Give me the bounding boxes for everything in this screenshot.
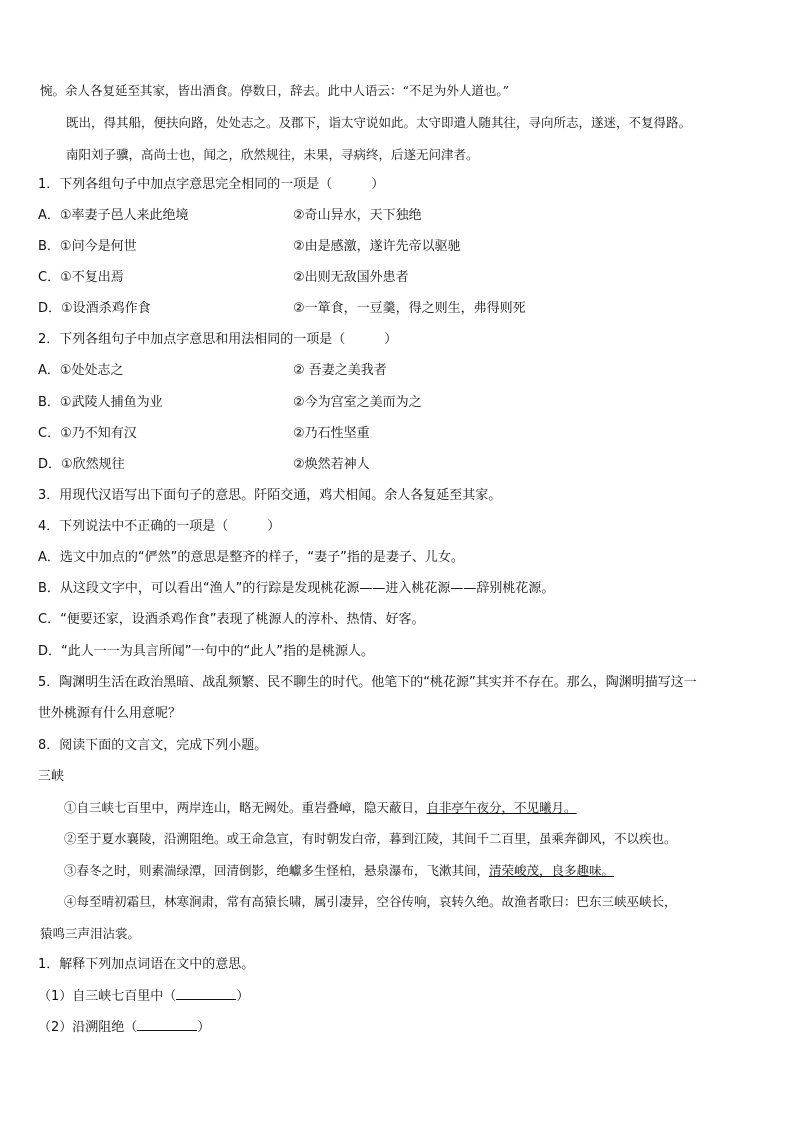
q2-option-a-right: ② 吾妻之美我者 [293, 363, 387, 378]
q1-option-d-left: D．①设酒杀鸡作食 [38, 301, 151, 316]
sanxia-paragraph-1 [64, 799, 577, 817]
q2-option-a-left: A．①处处志之 [38, 363, 124, 378]
q2-option-d-right: ②焕然若神人 [293, 457, 370, 472]
q1-option-a-left: A．①率妻子邑人来此绝境 [38, 208, 189, 223]
q2-option-c-left: C．①乃不知有汉 [38, 426, 137, 441]
sanxia-paragraph-3-underlined: 清荣峻茂，良多趣味。 [489, 863, 615, 878]
q1-option-c-left: C．①不复出焉 [38, 270, 124, 285]
q4-option-b: B．从这段文字中，可以看出“渔人”的行踪是发现桃花源——进入桃花源——辞别桃花源。 [38, 581, 555, 596]
q1-option-b-left: B．①问今是何世 [38, 239, 137, 254]
sanxia-paragraph-3 [64, 862, 614, 880]
passage-title: 三峡 [38, 769, 65, 784]
q2-option-b-left: B．①武陵人捕鱼为业 [38, 395, 163, 410]
q1-option-a-right: ②奇山异水，天下独绝 [293, 208, 422, 223]
sub-question-1-stem: 1．解释下列加点词语在文中的意思。 [38, 957, 255, 972]
sanxia-paragraph-1-text: ①自三峡七百里中，两岸连山，略无阙处。重岩叠嶂，隐天蔽日， [64, 800, 427, 815]
question-1-stem: 1．下列各组句子中加点字意思完全相同的一项是（ ） [38, 177, 385, 192]
sanxia-paragraph-4-line-2: 猿鸣三声泪沾裳。 [40, 926, 141, 941]
answer-blank-2[interactable] [137, 1018, 197, 1031]
q2-option-b-right: ②今为宫室之美而为之 [293, 395, 422, 410]
question-2-stem: 2．下列各组句子中加点字意思和用法相同的一项是（ ） [38, 332, 398, 347]
question-3-stem: 3．用现代汉语写出下面句子的意思。阡陌交通，鸡犬相闻。余人各复延至其家。 [38, 488, 502, 503]
q4-option-a: A．选文中加点的“俨然”的意思是整齐的样子，“妻子”指的是妻子、儿女。 [38, 550, 464, 565]
item-1-suffix: ） [236, 989, 250, 1004]
q1-option-c-right: ②出则无敌国外患者 [293, 270, 409, 285]
passage-line-1: 惋。余人各复延至其家，皆出酒食。停数日，辞去。此中人语云：“不足为外人道也。” [40, 83, 510, 98]
item-1-prefix: （1）自三峡七百里中（ [38, 989, 177, 1004]
question-8-stem: 8．阅读下面的文言文，完成下列小题。 [38, 738, 268, 753]
item-2-suffix: ） [197, 1020, 211, 1035]
question-5-line-2: 世外桃源有什么用意呢？ [38, 706, 182, 721]
q4-option-c: C．“便要还家，设酒杀鸡作食”表现了桃源人的淳朴、热情、好客。 [38, 612, 425, 627]
sanxia-paragraph-2: ②至于夏水襄陵，沿溯阻绝。或王命急宣，有时朝发白帝，暮到江陵，其间千二百里，虽乘奔御风，不以疾也。 [64, 831, 677, 846]
sanxia-paragraph-3-text: ③春冬之时，则素湍绿潭，回清倒影，绝巘多生怪柏，悬泉瀑布，飞漱其间， [64, 863, 490, 878]
sub-question-1-item-2 [38, 1018, 210, 1037]
passage-line-3: 南阳刘子骥，高尚士也，闻之，欣然规往，未果，寻病终，后遂无问津者。 [66, 147, 479, 162]
question-5-line-1: 5．陶渊明生活在政治黑暗、战乱频繁、民不聊生的时代。他笔下的“桃花源”其实并不存在。那么，陶渊明描写这一 [38, 675, 697, 690]
q2-option-c-right: ②乃石性坚重 [293, 426, 370, 441]
answer-blank-1[interactable] [176, 987, 236, 1000]
item-2-prefix: （2）沿溯阻绝（ [38, 1020, 138, 1035]
sub-question-1-item-1 [38, 987, 249, 1006]
q4-option-d: D．“此人一一为具言所闻”一句中的“此人”指的是桃源人。 [38, 644, 374, 659]
question-4-stem: 4．下列说法中不正确的一项是（ ） [38, 519, 281, 534]
q2-option-d-left: D．①欣然规往 [38, 457, 125, 472]
q1-option-d-right: ②一箪食，一豆羹，得之则生，弗得则死 [293, 301, 526, 316]
sanxia-paragraph-4-line-1: ④每至晴初霜旦，林寒涧肃，常有高猿长啸，属引凄异，空谷传响，哀转久绝。故渔者歌曰：巴东三峡巫峡长， [64, 894, 677, 909]
passage-line-2: 既出，得其船，便扶向路，处处志之。及郡下，诣太守说如此。太守即遣人随其往，寻向所志，遂迷，不复得路。 [66, 115, 692, 130]
q1-option-b-right: ②由是感激，遂许先帝以驱驰 [293, 239, 461, 254]
sanxia-paragraph-1-underlined: 自非亭午夜分，不见曦月。 [426, 800, 577, 815]
